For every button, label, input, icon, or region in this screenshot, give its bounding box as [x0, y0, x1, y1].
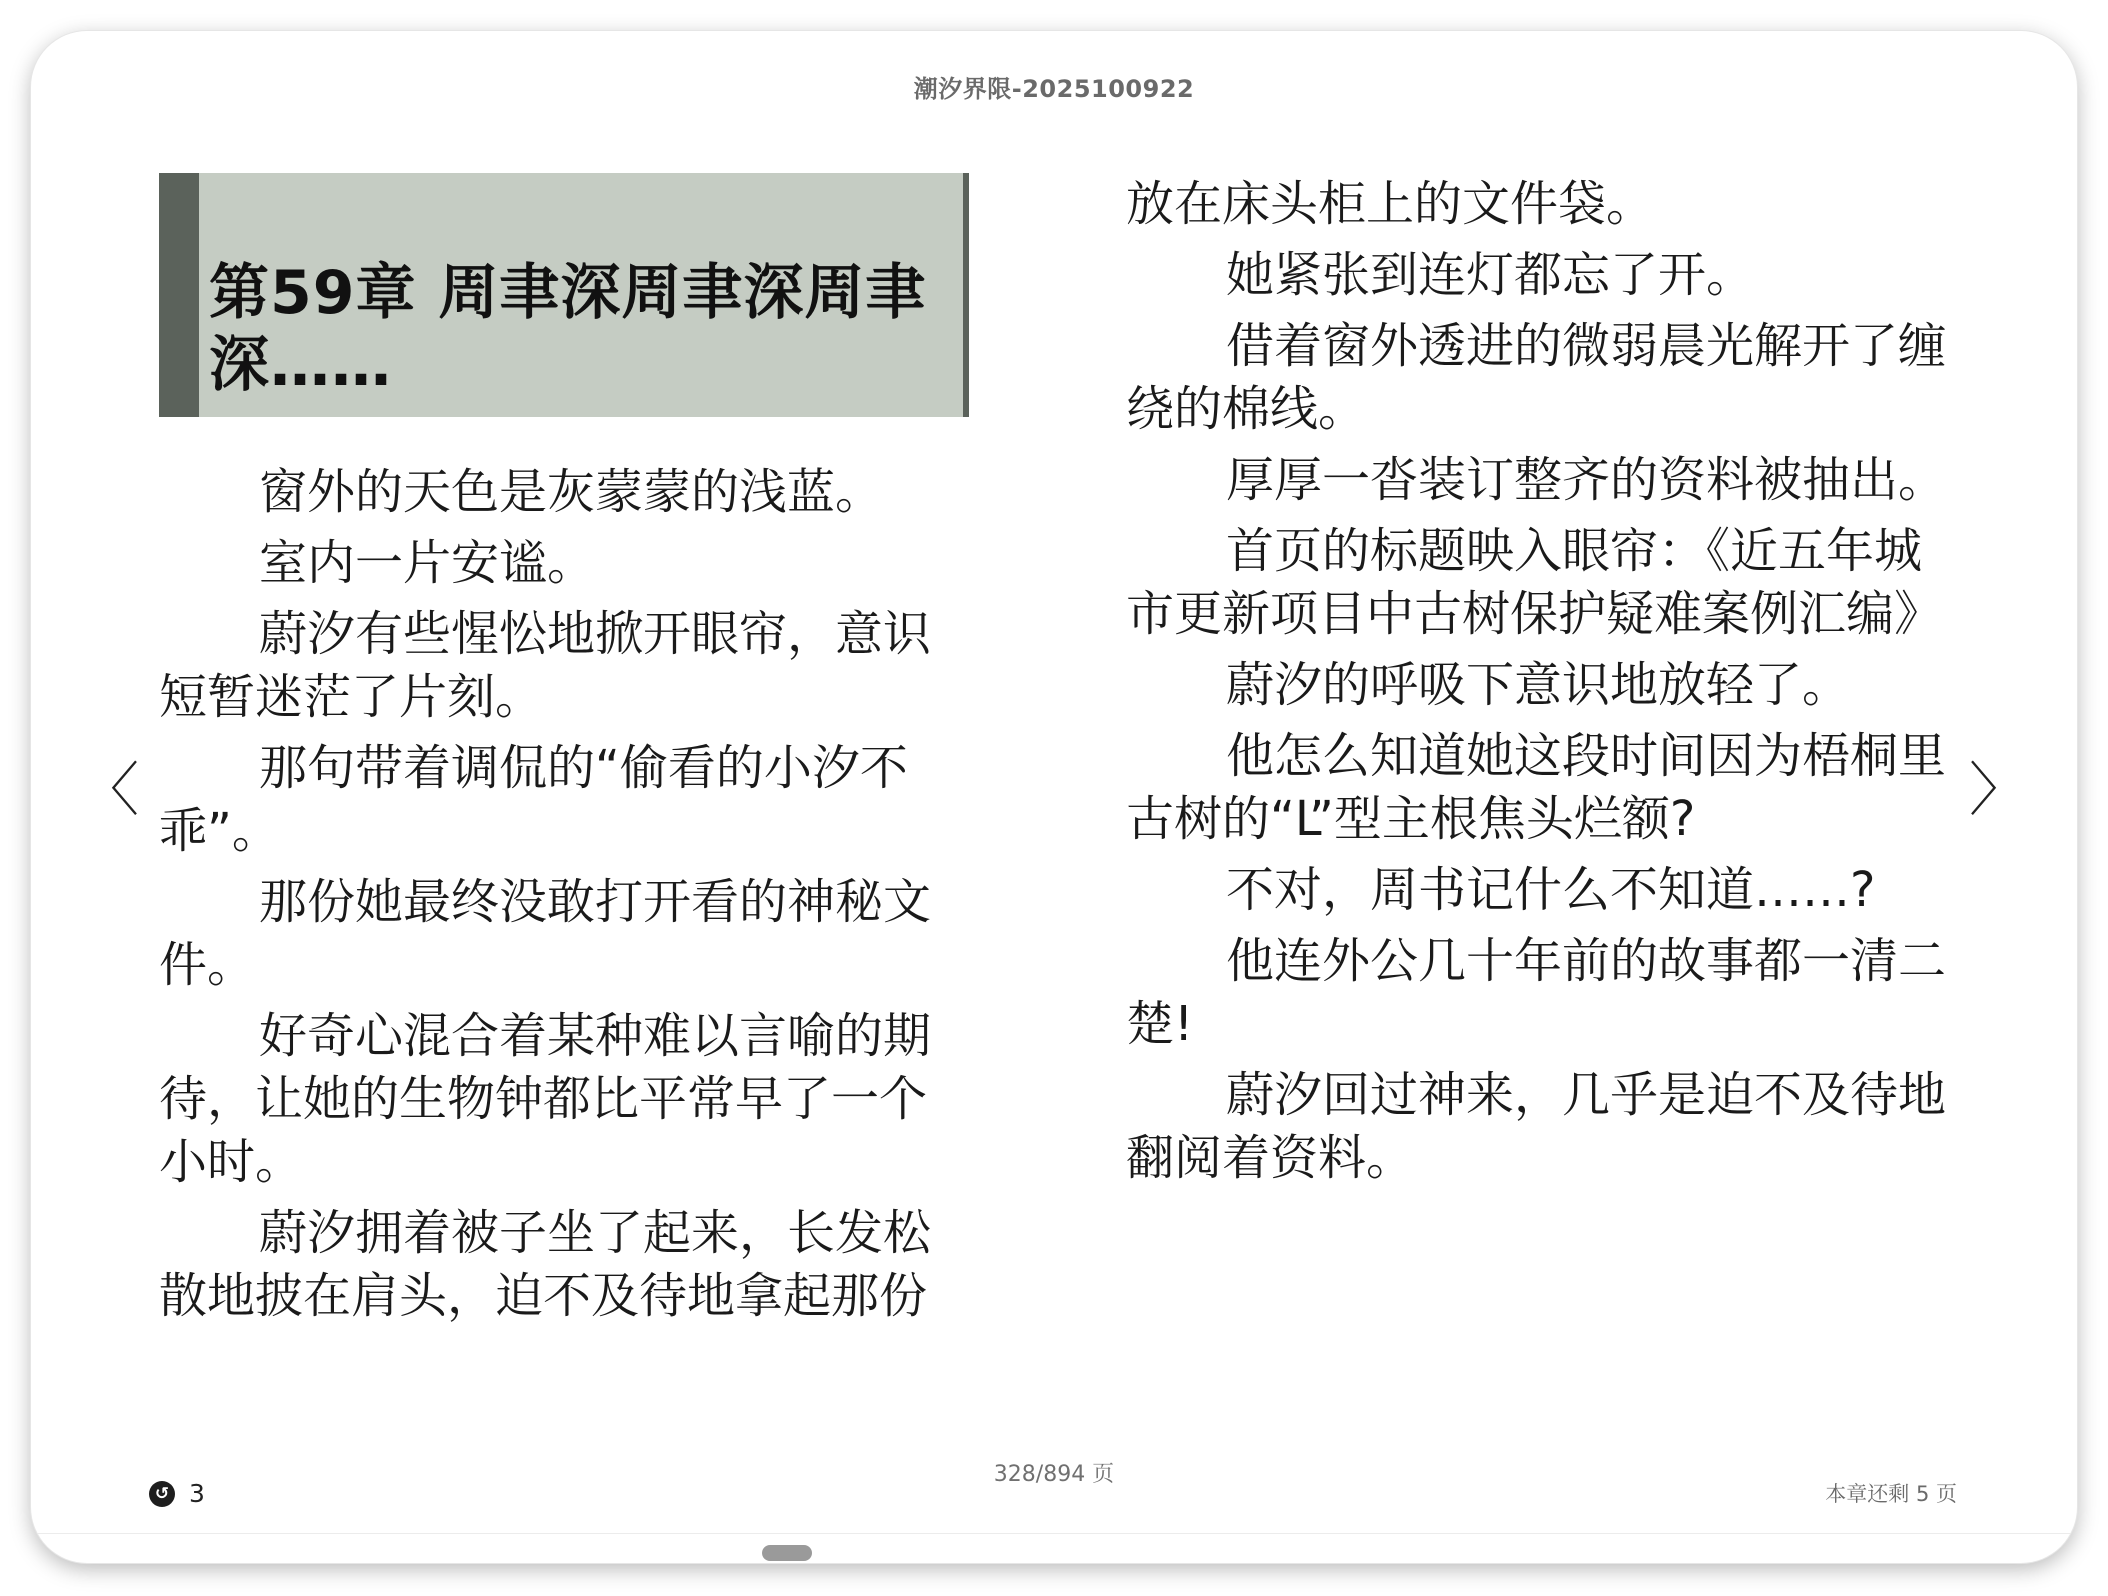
- chapter-remaining-pages: 本章还剩 5 页: [1825, 1482, 1957, 1506]
- page-indicator: 328/894 页: [993, 1462, 1115, 1487]
- paragraph: 窗外的天色是灰蒙蒙的浅蓝。: [259, 464, 884, 520]
- paragraph-continuation: 放在床头柜上的文件袋。: [1126, 176, 1655, 232]
- paragraph: 厚厚一沓装订整齐的资料被抽出。: [1226, 452, 1947, 508]
- paragraph: 室内一片安谧。: [259, 535, 596, 591]
- paragraph: 那句带着调侃的“偷看的小汐不乖”。: [159, 740, 908, 859]
- paragraph: 她紧张到连灯都忘了开。: [1226, 247, 1755, 303]
- book-title: 潮汐界限-2025100922: [913, 75, 1195, 103]
- bottom-divider: [31, 1533, 2077, 1534]
- paragraph: 蔚汐回过神来，几乎是迫不及待地翻阅着资料。: [1126, 1067, 1947, 1186]
- reader-window: [31, 31, 2077, 1563]
- history-back-icon: ↺: [149, 1481, 175, 1507]
- paragraph: 借着窗外透进的微弱晨光解开了缠绕的棉线。: [1126, 318, 1947, 437]
- previous-page-arrow-icon[interactable]: 〈: [81, 756, 140, 824]
- paragraph: 那份她最终没敢打开看的神秘文件。: [159, 874, 932, 993]
- paragraph: 他怎么知道她这段时间因为梧桐里古树的“L”型主根焦头烂额?: [1126, 728, 1947, 847]
- chapter-header: [159, 173, 969, 417]
- right-page[interactable]: [1126, 173, 1966, 1198]
- paragraph: 好奇心混合着某种难以言喻的期待，让她的生物钟都比平常早了一个小时。: [159, 1008, 932, 1190]
- history-count: 3: [189, 1479, 205, 1508]
- paragraph: 蔚汐的呼吸下意识地放轻了。: [1226, 657, 1851, 713]
- paragraph: 不对，周书记什么不知道……?: [1226, 862, 1876, 918]
- paragraph: 蔚汐拥着被子坐了起来，长发松散地披在肩头，迫不及待地拿起那份: [159, 1205, 932, 1324]
- chapter-title: 第59章 周聿深周聿深周聿深……: [209, 258, 927, 400]
- paragraph: 首页的标题映入眼帘：《近五年城市更新项目中古树保护疑难案例汇编》: [1126, 523, 1943, 642]
- home-indicator-handle[interactable]: [762, 1545, 812, 1561]
- left-page[interactable]: [159, 173, 969, 1336]
- paragraph: 他连外公几十年前的故事都一清二楚!: [1126, 933, 1947, 1052]
- next-page-arrow-icon[interactable]: 〉: [1968, 756, 2027, 824]
- paragraph: 蔚汐有些惺忪地掀开眼帘，意识短暂迷茫了片刻。: [159, 606, 932, 725]
